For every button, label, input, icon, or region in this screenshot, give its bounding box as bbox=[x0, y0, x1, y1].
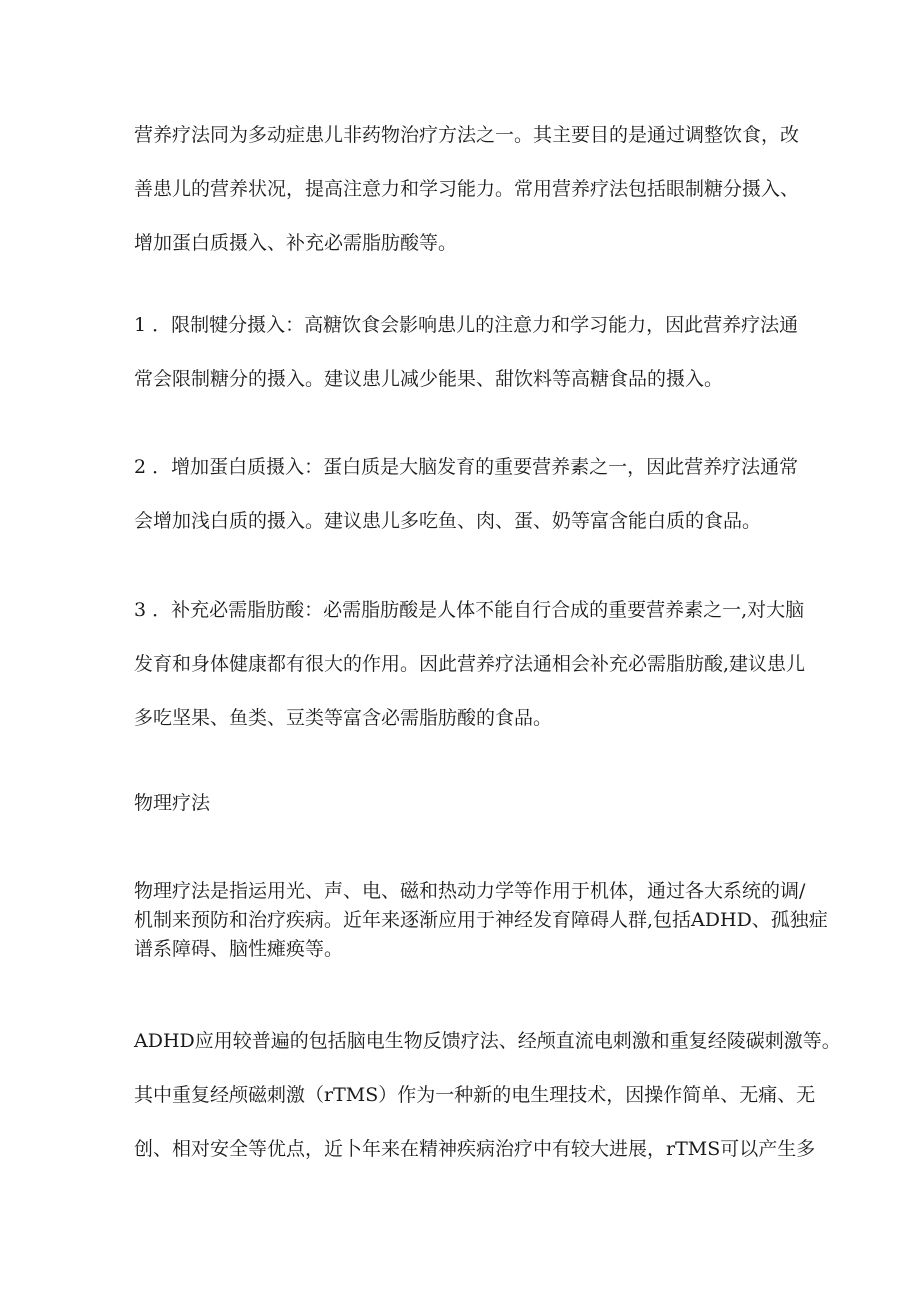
section-heading: 物理疗法 bbox=[134, 792, 211, 814]
text-line: 3 ．补充必需脂肪酸：必需脂肪酸是人体不能自行合成的重要营养素之一,对大脑 bbox=[134, 599, 805, 621]
text-line: 其中重复经颅磁刺激（rTMS）作为一种新的电生理技术，因操作简单、无痛、无 bbox=[134, 1084, 816, 1106]
paragraph-nutrition-intro bbox=[134, 108, 814, 270]
text-line: 物理疗法是指运用光、声、电、磁和热动力学等作用于机体，通过各大系统的调/ bbox=[134, 880, 806, 902]
paragraph-item-1 bbox=[134, 298, 814, 406]
text-line: 1 ．限制犍分摄入：高糖饮食会影响患儿的注意力和学习能力，因此营养疗法通 bbox=[134, 314, 799, 336]
text-line: 2 ．增加蛋白质摄入：蛋白质是大脑发育的重要营养素之一，因此营养疗法通常 bbox=[134, 456, 799, 478]
paragraph-item-2 bbox=[134, 440, 814, 548]
text-line: 机制来预防和治疗疾病。近年来逐渐应用于神经发育障碍人群,包括ADHD、孤独症 bbox=[134, 909, 828, 931]
text-line: 创、相对安全等优点，近卜年来在精神疾病治疗中有较大进展，rTMS可以产生多 bbox=[134, 1138, 816, 1160]
text-line: 善患儿的营养状况，提高注意力和学习能力。常用营养疗法包括眼制糖分摄入、 bbox=[134, 178, 800, 200]
paragraph-adhd bbox=[134, 1014, 841, 1176]
text-line: 营养疗法同为多动症患儿非药物治疗方法之一。其主要目的是通过调整饮食，改 bbox=[134, 124, 800, 146]
text-line: ADHD应用较普遍的包括脑电生物反馈疗法、经颅直流电刺激和重复经陵碳刺激等。 bbox=[134, 1030, 841, 1052]
text-line: 增加蛋白质摄入、补充必需脂肪酸等。 bbox=[134, 232, 458, 254]
text-line: 会增加浅白质的摄入。建议患儿多吃鱼、肉、蛋、奶等富含能白质的食品。 bbox=[134, 510, 762, 532]
paragraph-item-3 bbox=[134, 583, 814, 745]
text-line: 常会限制糖分的摄入。建议患儿减少能果、甜饮料等高糖食品的摄入。 bbox=[134, 368, 724, 390]
text-line: 多吃坚果、鱼类、豆类等富含必需脂肪酸的食品。 bbox=[134, 707, 553, 729]
paragraph-physio bbox=[134, 877, 828, 964]
text-line: 发育和身体健康都有很大的作用。因此营养疗法通相会补充必需脂肪酸,建议患儿 bbox=[134, 653, 806, 675]
text-line: 谱系障碍、脑性瘫痪等。 bbox=[134, 938, 344, 960]
